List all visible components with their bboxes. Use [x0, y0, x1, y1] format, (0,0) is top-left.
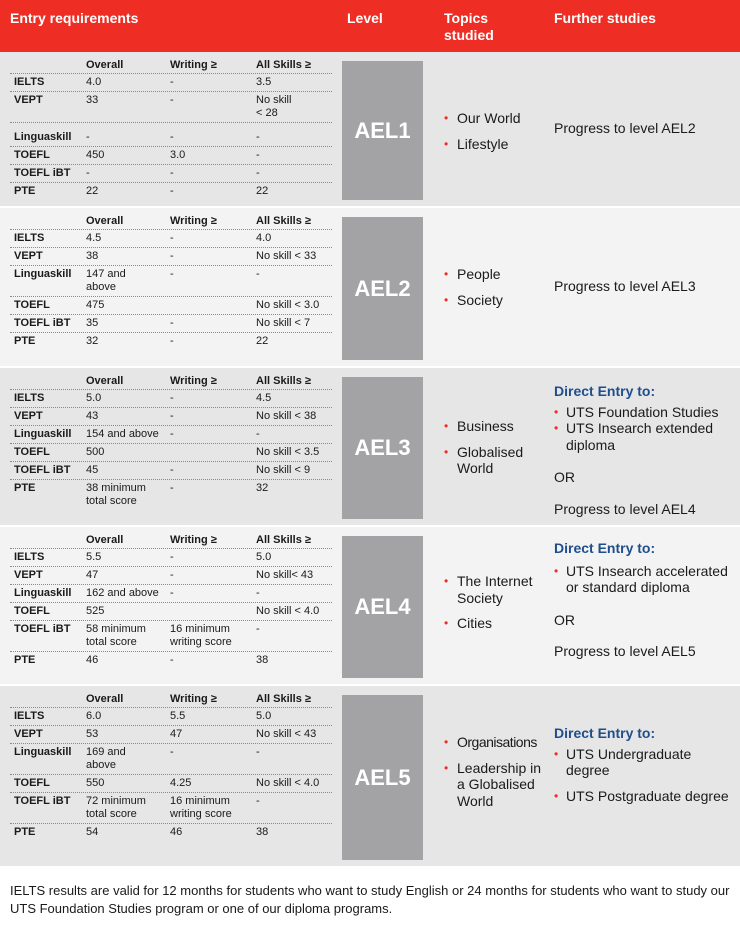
table-row: [10, 651, 332, 669]
table-row: [10, 792, 332, 823]
writing-score: -: [170, 131, 174, 143]
topics-list: [444, 266, 544, 317]
overall-score: 33: [86, 94, 99, 106]
writing-score: -: [170, 746, 174, 758]
test-name: Linguaskill: [14, 131, 72, 143]
writing-score: 16 minimum writing score: [170, 623, 232, 648]
writing-score: -: [170, 464, 174, 476]
test-name: IELTS: [14, 76, 45, 88]
overall-score: 35: [86, 317, 99, 329]
direct-entry-text: UTS Insearch accelerated or standard diploma: [566, 562, 728, 595]
level-section-ael5: [0, 686, 740, 866]
topic-label: Our World: [457, 110, 521, 126]
writing-score: -: [170, 392, 174, 404]
direct-entry-label: Direct Entry to:: [554, 383, 656, 399]
writing-score: -: [170, 335, 174, 347]
writing-header: Writing ≥: [170, 59, 217, 71]
progress-to-level: Progress to level AEL2: [554, 120, 696, 136]
table-row: [10, 443, 332, 461]
all-skills-header: All Skills ≥: [256, 693, 311, 705]
table-row: [10, 407, 332, 425]
overall-score: 58 minimum total score: [86, 623, 146, 648]
all-skills-score: -: [256, 587, 260, 599]
all-skills-score: No skill < 33: [256, 250, 317, 262]
table-header: [0, 0, 740, 52]
test-name: Linguaskill: [14, 746, 72, 758]
all-skills-score: 4.0: [256, 232, 272, 244]
topic-item: [444, 734, 544, 751]
writing-score: -: [170, 232, 174, 244]
overall-score: 162 and above: [86, 587, 159, 599]
table-row: [10, 265, 332, 296]
test-name: TOEFL: [14, 777, 50, 789]
all-skills-score: No skill < 7: [256, 317, 311, 329]
entry-requirements-table: [10, 213, 332, 350]
bullet-icon: •: [444, 735, 449, 749]
test-name: TOEFL iBT: [14, 317, 71, 329]
topic-item: [444, 418, 544, 435]
overall-score: -: [86, 131, 90, 143]
writing-score: -: [170, 410, 174, 422]
overall-score: 54: [86, 826, 99, 838]
direct-entry-text: UTS Insearch extended diploma: [566, 420, 714, 453]
overall-score: 154 and above: [86, 428, 159, 440]
further-studies: [554, 278, 734, 295]
blank-header: [10, 691, 86, 707]
test-name: IELTS: [14, 232, 45, 244]
table-row: [10, 823, 332, 841]
writing-score: -: [170, 268, 174, 280]
all-skills-score: 38: [256, 826, 269, 838]
all-skills-header: All Skills ≥: [256, 215, 311, 227]
all-skills-score: -: [256, 623, 260, 635]
topic-label: Globalised World: [457, 443, 524, 476]
requirements-header-row: [10, 532, 332, 548]
header-topics-line1: Topics: [444, 10, 489, 26]
all-skills-score: -: [256, 746, 260, 758]
topic-label: Leadership in a Globalised World: [457, 759, 542, 809]
all-skills-score: No skill < 43: [256, 728, 317, 740]
topics-list: [444, 573, 544, 641]
bullet-icon: •: [444, 574, 449, 588]
overall-score: 500: [86, 446, 105, 458]
overall-score: 5.5: [86, 551, 102, 563]
overall-score: 46: [86, 654, 99, 666]
all-skills-score: 5.0: [256, 710, 272, 722]
topic-label: Society: [457, 291, 503, 308]
all-skills-score: -: [256, 795, 260, 807]
table-row: [10, 548, 332, 566]
test-name: TOEFL: [14, 446, 50, 458]
writing-score: 46: [170, 826, 183, 838]
overall-score: 450: [86, 149, 105, 161]
test-name: IELTS: [14, 392, 45, 404]
all-skills-score: -: [256, 428, 260, 440]
topics-list: [444, 734, 544, 818]
further-studies: [554, 120, 734, 137]
test-name: VEPT: [14, 94, 43, 106]
requirements-header-row: [10, 57, 332, 73]
overall-score: 550: [86, 777, 105, 789]
all-skills-score: 5.0: [256, 551, 272, 563]
or-label: OR: [554, 469, 575, 485]
test-name: TOEFL iBT: [14, 795, 71, 807]
table-row: [10, 122, 332, 146]
direct-entry-item: [554, 746, 734, 779]
overall-score: 45: [86, 464, 99, 476]
test-name: TOEFL: [14, 149, 50, 161]
writing-score: -: [170, 569, 174, 581]
entry-requirements-table: [10, 691, 332, 841]
all-skills-score: No skill < 38: [256, 410, 317, 422]
all-skills-score: No skill < 4.0: [256, 777, 320, 789]
all-skills-score: -: [256, 131, 260, 143]
all-skills-header: All Skills ≥: [256, 375, 311, 387]
table-row: [10, 73, 332, 91]
table-row: [10, 296, 332, 314]
further-studies: [554, 540, 734, 660]
all-skills-score: -: [256, 268, 260, 280]
bullet-icon: •: [444, 444, 449, 459]
all-skills-score: 3.5: [256, 76, 272, 88]
overall-score: 5.0: [86, 392, 102, 404]
table-row: [10, 164, 332, 182]
level-badge: AEL2: [342, 217, 423, 360]
blank-header: [10, 57, 86, 73]
topics-list: [444, 110, 544, 161]
table-row: [10, 389, 332, 407]
all-skills-score: No skill < 3.0: [256, 299, 320, 311]
all-skills-score: No skill< 43: [256, 569, 314, 581]
direct-entry-text: UTS Undergraduate degree: [566, 745, 692, 778]
table-row: [10, 620, 332, 651]
topic-label: Business: [457, 418, 514, 434]
test-name: VEPT: [14, 410, 43, 422]
overall-header: Overall: [86, 375, 124, 387]
writing-score: 5.5: [170, 710, 186, 722]
or-label: OR: [554, 611, 575, 628]
entry-requirements-table: [10, 532, 332, 669]
writing-score: 4.25: [170, 777, 192, 789]
writing-score: -: [170, 76, 174, 88]
level-badge: AEL4: [342, 536, 423, 678]
direct-entry-item: [554, 404, 734, 421]
table-row: [10, 707, 332, 725]
further-studies: [554, 725, 734, 804]
overall-score: 169 and above: [86, 746, 126, 771]
table-row: [10, 584, 332, 602]
writing-header: Writing ≥: [170, 375, 217, 387]
writing-header: Writing ≥: [170, 534, 217, 546]
overall-header: Overall: [86, 59, 124, 71]
header-level: Level: [347, 10, 383, 26]
bullet-icon: •: [444, 267, 449, 281]
table-row: [10, 146, 332, 164]
direct-entry-item: [554, 420, 734, 453]
overall-score: 32: [86, 335, 99, 347]
overall-header: Overall: [86, 215, 124, 227]
level-section-ael4: [0, 527, 740, 684]
progress-to-level: Progress to level AEL5: [554, 643, 696, 659]
table-row: [10, 479, 332, 510]
all-skills-score: -: [256, 167, 260, 179]
all-skills-score: No skill < 9: [256, 464, 311, 476]
bullet-icon: •: [444, 419, 449, 433]
topic-label: The Internet Society: [457, 573, 533, 606]
overall-score: 4.5: [86, 232, 102, 244]
level-section-ael2: [0, 208, 740, 366]
bullet-icon: •: [444, 292, 449, 307]
writing-score: -: [170, 317, 174, 329]
all-skills-header: All Skills ≥: [256, 534, 311, 546]
table-row: [10, 247, 332, 265]
test-name: PTE: [14, 654, 36, 666]
level-badge: AEL5: [342, 695, 423, 860]
overall-score: 38 minimum total score: [86, 482, 146, 507]
table-row: [10, 743, 332, 774]
table-row: [10, 314, 332, 332]
direct-entry-text: UTS Foundation Studies: [566, 403, 719, 420]
level-section-ael3: [0, 368, 740, 525]
table-row: [10, 774, 332, 792]
blank-header: [10, 532, 86, 548]
all-skills-score: 32: [256, 482, 269, 494]
topic-label: Cities: [457, 615, 493, 631]
bullet-icon: •: [554, 746, 559, 761]
header-further-studies: Further studies: [554, 10, 656, 26]
level-badge: AEL3: [342, 377, 423, 519]
test-name: IELTS: [14, 710, 45, 722]
topic-item: [444, 292, 544, 309]
test-name: TOEFL iBT: [14, 464, 71, 476]
test-name: PTE: [14, 185, 36, 197]
direct-entry-item: [554, 563, 734, 596]
test-name: PTE: [14, 826, 36, 838]
overall-header: Overall: [86, 693, 124, 705]
bullet-icon: •: [444, 111, 449, 125]
progress-to-level: Progress to level AEL3: [554, 278, 696, 294]
ielts-validity-note: IELTS results are valid for 12 months for students who want to study English or 24 months for students who want to study our UTS Foundation Studies program or one of our diploma programs.: [10, 883, 730, 916]
overall-score: 43: [86, 410, 99, 422]
bullet-icon: •: [554, 421, 559, 435]
topics-list: [444, 418, 544, 486]
writing-score: 16 minimum writing score: [170, 795, 232, 820]
entry-requirements-table: [10, 57, 332, 200]
test-name: TOEFL iBT: [14, 167, 71, 179]
test-name: PTE: [14, 482, 36, 494]
table-row: [10, 425, 332, 443]
all-skills-header: All Skills ≥: [256, 59, 311, 71]
topic-label: Lifestyle: [457, 135, 509, 152]
table-row: [10, 725, 332, 743]
overall-score: 47: [86, 569, 99, 581]
table-row: [10, 91, 332, 122]
bullet-icon: •: [444, 760, 449, 775]
test-name: VEPT: [14, 728, 43, 740]
requirements-header-row: [10, 373, 332, 389]
requirements-header-row: [10, 213, 332, 229]
test-name: TOEFL iBT: [14, 623, 71, 635]
table-row: [10, 332, 332, 350]
test-name: Linguaskill: [14, 268, 72, 280]
all-skills-score: 4.5: [256, 392, 272, 404]
overall-header: Overall: [86, 534, 124, 546]
test-name: Linguaskill: [14, 587, 72, 599]
overall-score: 6.0: [86, 710, 102, 722]
topic-label: Organisations: [457, 734, 537, 750]
writing-score: -: [170, 654, 174, 666]
overall-score: -: [86, 167, 90, 179]
level-badge: AEL1: [342, 61, 423, 200]
table-row: [10, 229, 332, 247]
bullet-icon: •: [444, 136, 449, 151]
all-skills-score: -: [256, 149, 260, 161]
header-topics: [444, 10, 494, 44]
table-row: [10, 566, 332, 584]
direct-entry-label: Direct Entry to:: [554, 540, 656, 556]
table-row: [10, 602, 332, 620]
all-skills-score: No skill < 4.0: [256, 605, 320, 617]
overall-score: 53: [86, 728, 99, 740]
writing-score: [170, 446, 256, 459]
direct-entry-label: Direct Entry to:: [554, 725, 656, 741]
entry-requirements-table: [10, 373, 332, 510]
bullet-icon: •: [444, 616, 449, 630]
writing-score: 47: [170, 728, 183, 740]
overall-score: 525: [86, 605, 105, 617]
all-skills-score: 22: [256, 335, 269, 347]
writing-header: Writing ≥: [170, 215, 217, 227]
test-name: VEPT: [14, 250, 43, 262]
level-section-ael1: [0, 52, 740, 206]
writing-score: 3.0: [170, 149, 186, 161]
writing-score: [170, 299, 256, 312]
progress-to-level: Progress to level AEL4: [554, 500, 696, 517]
header-topics-line2: studied: [444, 27, 494, 43]
overall-score: 72 minimum total score: [86, 795, 146, 820]
topic-item: [444, 266, 544, 283]
test-name: IELTS: [14, 551, 45, 563]
test-name: PTE: [14, 335, 36, 347]
writing-score: -: [170, 94, 174, 106]
topic-item: [444, 573, 544, 606]
overall-score: 475: [86, 299, 105, 311]
test-name: Linguaskill: [14, 428, 72, 440]
test-name: TOEFL: [14, 605, 50, 617]
all-skills-score: 38: [256, 654, 269, 666]
direct-entry-text: UTS Postgraduate degree: [566, 787, 729, 804]
overall-score: 22: [86, 185, 99, 197]
further-studies: [554, 383, 734, 517]
direct-entry-item: [554, 788, 734, 805]
writing-score: -: [170, 587, 174, 599]
all-skills-score: No skill < 3.5: [256, 446, 320, 458]
writing-score: -: [170, 250, 174, 262]
overall-score: 4.0: [86, 76, 102, 88]
overall-score: 147 and above: [86, 268, 126, 293]
blank-header: [10, 213, 86, 229]
writing-score: -: [170, 482, 174, 494]
bullet-icon: •: [554, 404, 559, 419]
overall-score: 38: [86, 250, 99, 262]
writing-header: Writing ≥: [170, 693, 217, 705]
topic-label: People: [457, 266, 501, 282]
all-skills-score: 22: [256, 185, 269, 197]
writing-score: -: [170, 185, 174, 197]
topic-item: [444, 110, 544, 127]
table-row: [10, 461, 332, 479]
test-name: TOEFL: [14, 299, 50, 311]
table-row: [10, 182, 332, 200]
blank-header: [10, 373, 86, 389]
bullet-icon: •: [554, 563, 559, 578]
topic-item: [444, 136, 544, 153]
header-entry-requirements: Entry requirements: [10, 10, 139, 26]
writing-score: -: [170, 167, 174, 179]
writing-score: [170, 605, 256, 618]
bullet-icon: •: [554, 788, 559, 803]
writing-score: -: [170, 551, 174, 563]
all-skills-score: No skill < 28: [256, 94, 292, 119]
topic-item: [444, 615, 544, 632]
requirements-header-row: [10, 691, 332, 707]
test-name: VEPT: [14, 569, 43, 581]
topic-item: [444, 444, 544, 477]
writing-score: -: [170, 428, 174, 440]
topic-item: [444, 760, 544, 810]
